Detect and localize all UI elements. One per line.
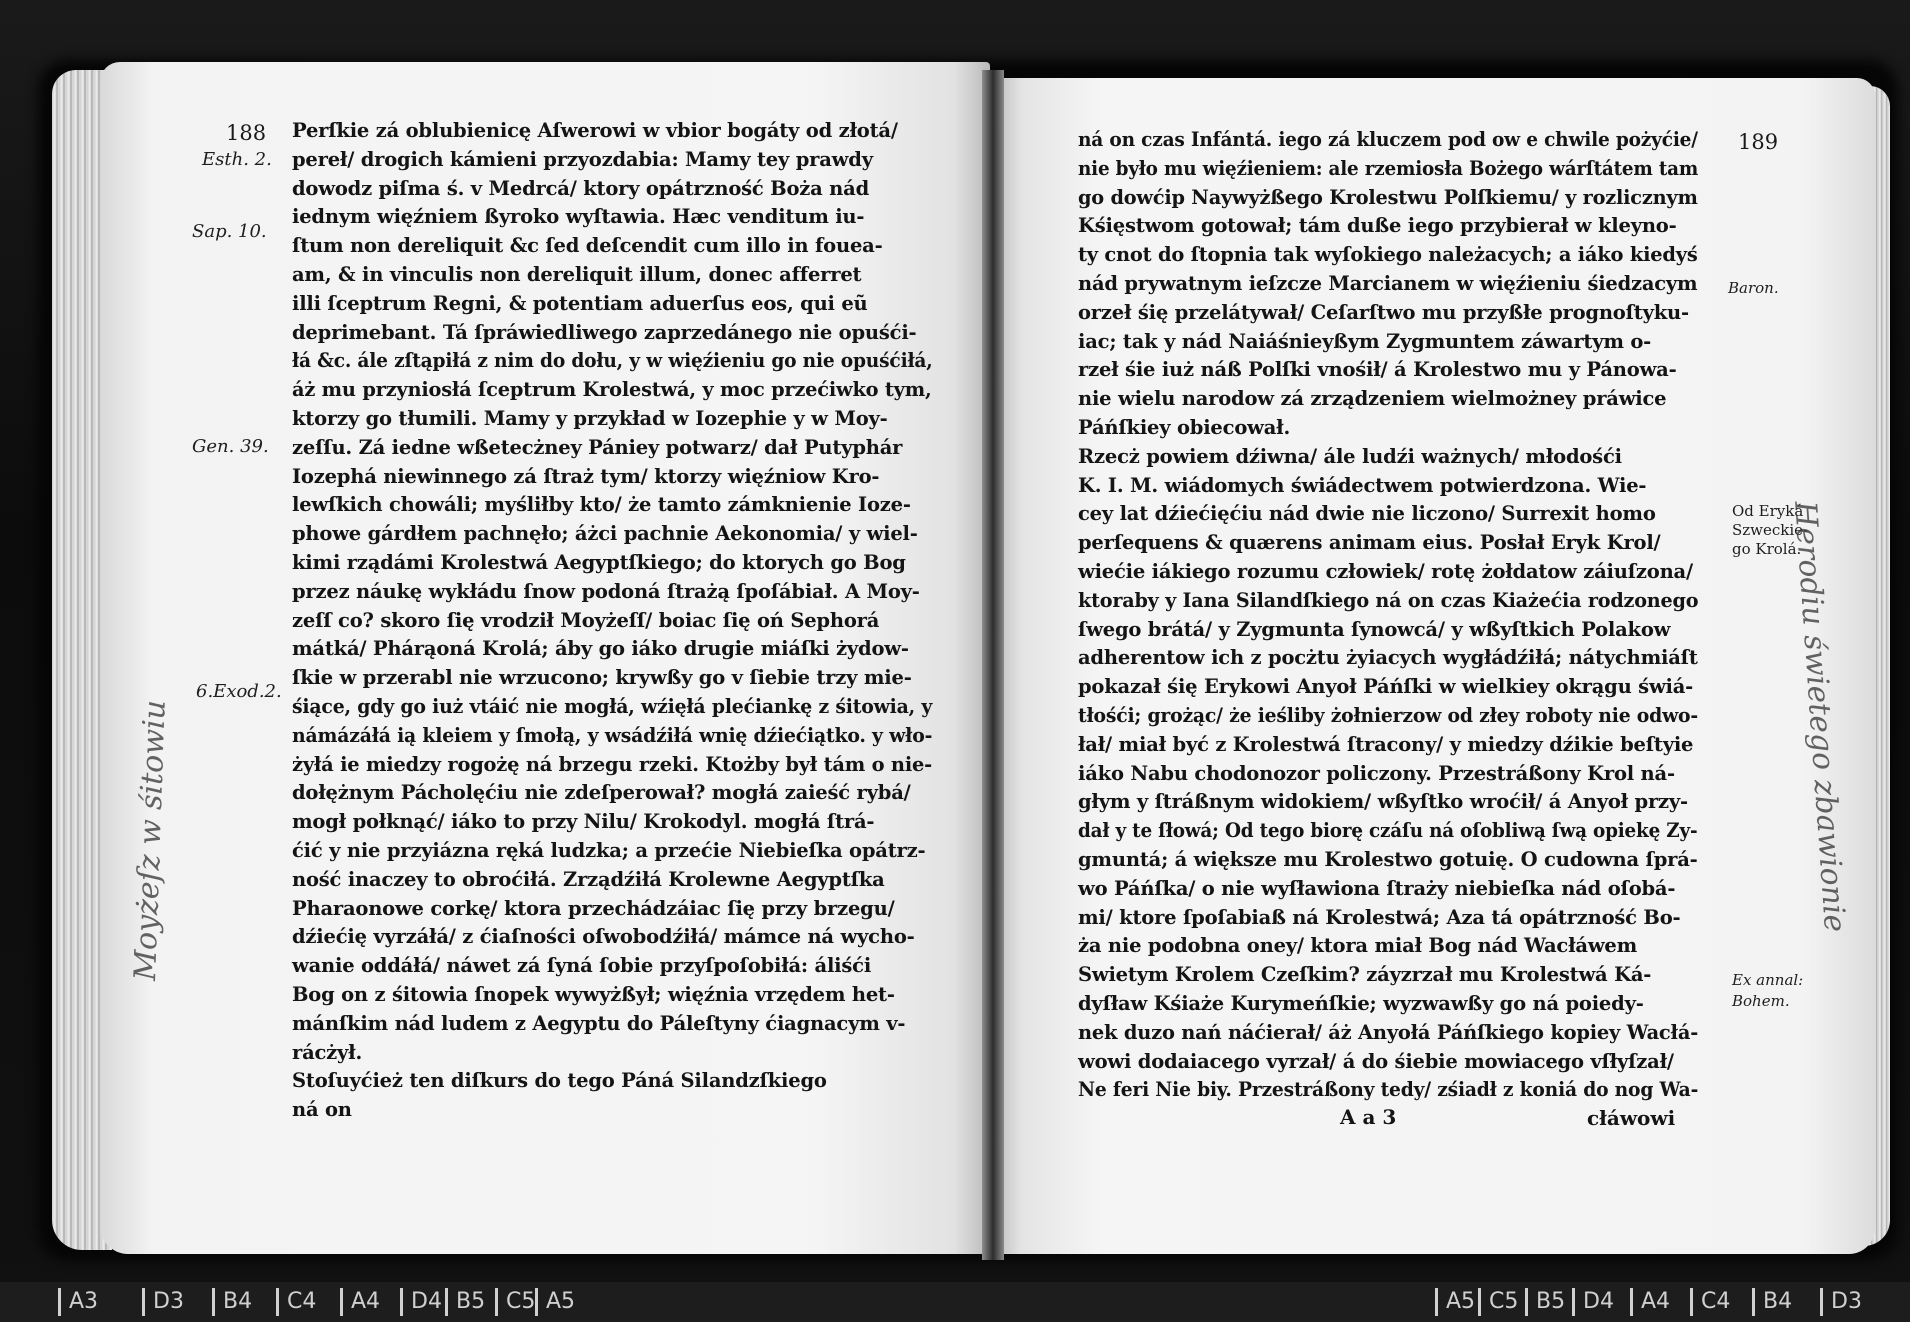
left-page-line: ność inaczey to obroćiłá. Zrządźiłá Krolewne Aegyptſka [292,867,885,891]
right-page-number: 189 [1738,130,1779,154]
right-page-line: pokazał śię Erykowi Anyoł Páńſki w wielkiey okrągu świá- [1078,675,1694,699]
margin-note-annal [1732,970,1803,1012]
right-page-line: orzeł śię przelátywał/ Ceſarſtwo mu przyßłe prognoſtyku- [1078,300,1689,324]
scale-label-left: D4 [400,1288,442,1316]
left-page-line: żyłá ie miedzy rogożę ná brzegu rzeki. Ktożby był tám o nie- [292,752,933,776]
left-page-line: Bog on z śitowia ſnopek wywyżßył; więźnia vrzędem het- [292,982,895,1006]
left-page-line: áż mu przyniosłá ſceptrum Krolestwá, y moc przećiwko tym, [292,378,932,402]
margin-note-sap: Sap. 10. [192,221,267,242]
scale-label-right: C5 [1478,1288,1518,1316]
left-page-line: lewſkich chowáli; myśliłby kto/ że tamto zámknienie Ioze- [292,493,911,517]
scale-label-right: C4 [1690,1288,1730,1316]
signature-mark: A a 3 [1340,1105,1397,1129]
right-page-line: iáko Nabu chodonozor policzony. Przestráßony Krol ná- [1078,761,1675,785]
left-page-line: ſkie w przerabl nie wrzucono; krywßy go v ſiebie trzy mie- [292,666,912,690]
right-page-line: gmuntá; á większe mu Krolestwo gotuię. O cudowna ſprá- [1078,847,1698,871]
left-page-line: zeſſ co? skoro ſię vrodził Moyżeſſ/ boiac ſię oń Sephorá [292,608,880,632]
scale-label-left: A3 [58,1288,98,1316]
right-page-line: wiećie iákiego rozumu człowiek/ rotę żołdatow záiuſzona/ [1078,559,1693,583]
left-page-line: kimi rządámi Krolestwá Aegyptſkiego; do ktorych go Bog [292,550,906,574]
scale-label-left: C4 [276,1288,316,1316]
left-page-line: ktorzy go tłumili. Mamy y przykład w Iozephie y w Moy- [292,406,888,430]
right-page-line: Swietym Krolem Czeſkim? záyzrzał mu Krolestwá Ká- [1078,963,1652,987]
left-page-line: Perſkie zá oblubienicę Aſwerowi w vbior bogáty od złotá/ [292,119,898,142]
scale-label-right: D3 [1820,1288,1862,1316]
scale-label-right: A5 [1435,1288,1475,1316]
right-page-line: ty cnot do ſtopnia tak wyſokiego należacych; a iáko kiedyś [1078,243,1698,267]
left-page-line: zeſſu. Zá iedne wßetecżney Pániey potwarz/ dał Putyphár [292,435,903,459]
margin-note-eryk-line: Od Eryká [1732,502,1804,520]
left-page-line: am, & in vinculis non dereliquit illum, donec afferret [292,262,862,286]
right-page-line: dyſław Kśiaże Kurymeńſkie; wyzwawßy go ná poiedy- [1078,991,1644,1015]
right-page-line: adherentow ich z pocżtu żyiacych wygłádźiłá; nátychmiáſt [1078,646,1698,670]
scale-label-left: A5 [535,1288,575,1316]
left-page-line: námázáłá ią kleiem y ſmołą, y wsádźiłá wnię dźiećiątko. y wło- [292,723,933,747]
left-page-text [292,117,932,1125]
right-page-line: go dowćip Naywyżßego Krolestwu Polſkiemu/ y rozlicznym [1078,185,1698,209]
right-page-line: dał y te ſłowá; Od tego biorę czáſu ná oſobliwą ſwą opiekę Zy- [1078,819,1698,843]
scale-label-right: B5 [1525,1288,1565,1316]
right-page-line: mi/ ktore ſpoſabiaß ná Krolestwá; Aza tá opátrzność Bo- [1078,905,1681,929]
scale-label-left: D3 [142,1288,184,1316]
right-page-line: perſequens & quærens animam eius. Posłał Eryk Krol/ [1078,531,1661,555]
right-page-line: nek duzo nań náćierał/ áż Anyołá Páńſkiego kopiey Wacłá- [1078,1020,1699,1044]
right-page-line: wo Páńſka/ o nie wyſławiona ſtraży niebieſka nád oſobá- [1078,876,1676,900]
handwritten-note-right: Herodiu świetego zbawionie [1787,500,1853,934]
left-page-line: mogł połknąć/ iáko to przy Nilu/ Krokodyl. mogłá ſtrá- [292,810,875,834]
scale-label-right: A4 [1630,1288,1670,1316]
margin-note-baron: Baron. [1728,279,1779,297]
right-page-line: rzeł śie iuż náß Polſki vnośił/ á Krolestwo mu y Pánowa- [1078,358,1677,382]
right-page-line: K. I. M. wiádomych świádectwem potwierdzona. Wie- [1078,473,1647,497]
scale-label-right: D4 [1572,1288,1614,1316]
scale-label-left: C5 [495,1288,535,1316]
right-page-line: Rzecż powiem dźiwna/ ále ludźi ważnych/ młodośći [1078,444,1622,468]
margin-note-annal-line: Bohem. [1732,992,1790,1010]
margin-note-exod: 6.Exod.2. [196,681,282,702]
left-page-line: dowodz piſma ś. v Medrcá/ ktory opátrzność Boża nád [292,176,870,200]
margin-note-eryk-line: Szweckie- [1732,521,1809,539]
right-page-line: iac; tak y nád Naiáśnieyßym Zygmuntem záwartym o- [1078,329,1652,353]
catchword: cłáwowi [1587,1106,1676,1130]
right-page-line: ſwego brátá/ y Zygmunta ſynowcá/ y wßyſtkich Polakow [1078,617,1671,641]
margin-note-annal-line: Ex annal: [1732,971,1804,989]
left-page-line: phowe gárdłem pachnęło; áżci pachnie Aekonomia/ y wiel- [292,522,918,546]
left-page-line: deprimebant. Tá ſpráwiedliwego zaprzedánego nie opuśći- [292,320,917,344]
left-page-line: illi ſceptrum Regni, & potentiam aduerſus eos, qui eũ [292,291,868,315]
scale-label-right: B4 [1752,1288,1792,1316]
scale-label-left: B4 [212,1288,252,1316]
left-page-line: Iozephá niewinnego zá ſtraż tym/ ktorzy więźniow Kro- [292,464,880,488]
right-page-line: głym y ſtráßnym widokiem/ wßyſtko wroćił/ á Anyoł przy- [1078,790,1688,814]
left-page-line: wanie oddáłá/ náwet zá ſyná ſobie przyſpoſobiłá: áliśći [292,954,872,978]
left-page-line: ſtum non dereliquit &c ſed deſcendit cum illo in fouea- [292,234,883,258]
left-page-line: rácżył. [292,1040,363,1064]
margin-note-gen: Gen. 39. [192,436,269,457]
left-page-line: dołężnym Pácholęćiu nie zdeſperował? mogłá zaieść rybá/ [292,781,911,805]
left-page-line: iednym więźniem ßyroko wyſtawia. Hæc venditum iu- [292,205,865,229]
right-page-line: ná on czas Infántá. iego zá kluczem pod ow e chwile pożyćie/ [1078,128,1698,151]
right-page-line: nie było mu więźieniem: ale rzemiosła Bożego wárſtátem tam [1078,156,1699,180]
right-page-line: łał/ miał być z Krolestwá ſtracony/ y miedzy dźikie beſtyie [1078,732,1694,756]
right-page-line: Ne feri Nie biy. Przestráßony tedy/ zśiadł z koniá do nog Wa- [1078,1078,1699,1102]
scale-label-left: A4 [340,1288,380,1316]
scale-label-left: B5 [445,1288,485,1316]
right-page-line: ktoraby y Iana Silandſkiego ná on czas Kiażećia rodzonego [1078,588,1699,612]
left-page-line: Pharaonowe corkę/ ktora przechádzáiac ſię przy brzegu/ [292,896,895,920]
right-page-line: nie wielu narodow zá zrządzeniem wielmożney práwice [1078,387,1667,411]
right-page-line: Páńſkiey obiecował. [1078,415,1291,439]
right-page-line: nád prywatnym ieſzcze Marcianem w więźieniu śiedzacym [1078,271,1698,295]
handwritten-note-left: Moyżeſz w śitowiu [128,699,173,982]
left-page-line: dźiećię vyrzáłá/ z ćiaſności oſwobodźiłá/ mámce ná wycho- [292,925,915,949]
left-page-line: ná on [292,1098,352,1122]
right-page-line: ża nie podobna oney/ ktora miał Bog nád Wacłáwem [1078,934,1638,958]
right-page-text [1078,126,1698,1105]
left-page-line: łá &c. ále zſtąpiłá z nim do dołu, y w więźieniu go nie opuśćiłá, [292,349,933,373]
left-page-number: 188 [226,121,267,145]
right-page-line: cey lat dźiećięćiu nád dwie nie liczono/ Surrexit homo [1078,502,1656,526]
left-page-line: mátká/ Phárąoná Krolá; áby go iáko drugie miáſki żydow- [292,637,909,661]
right-page-line: tłośći; grożąc/ że ieśliby żołnierzow od złey roboty nie odwo- [1078,703,1698,727]
left-page-line: ćić y nie przyiázna ręká ludzka; a przećie Niebieſka opátrz- [292,838,926,862]
margin-note-esth: Esth. 2. [202,149,272,170]
left-page-line: Stoſuyćież ten diſkurs do tego Páná Silandzſkiego [292,1069,827,1093]
right-page-line: Kśięstwom gotował; tám duße iego przybierał w kleyno- [1078,214,1677,238]
left-page-line: pereł/ drogich kámieni przyozdabia: Mamy tey prawdy [292,147,873,171]
left-page-line: mánſkim nád ludem z Aegyptu do Páleſtyny ćiagnacym v- [292,1011,906,1035]
book-gutter [982,70,1004,1260]
right-page-line: wowi dodaiacego vyrzał/ á do śiebie mowiacego vſłyſzał/ [1078,1049,1674,1073]
left-page-line: przez náukę wykłádu ſnow podoná ſtrażą ſpoſábiał. A Moy- [292,579,920,603]
left-page-line: śiące, gdy go iuż vtáić nie mogłá, wźięłá plećiankę z śitowia, y [292,694,933,718]
margin-note-eryk-line: go Krolá. [1732,540,1802,558]
